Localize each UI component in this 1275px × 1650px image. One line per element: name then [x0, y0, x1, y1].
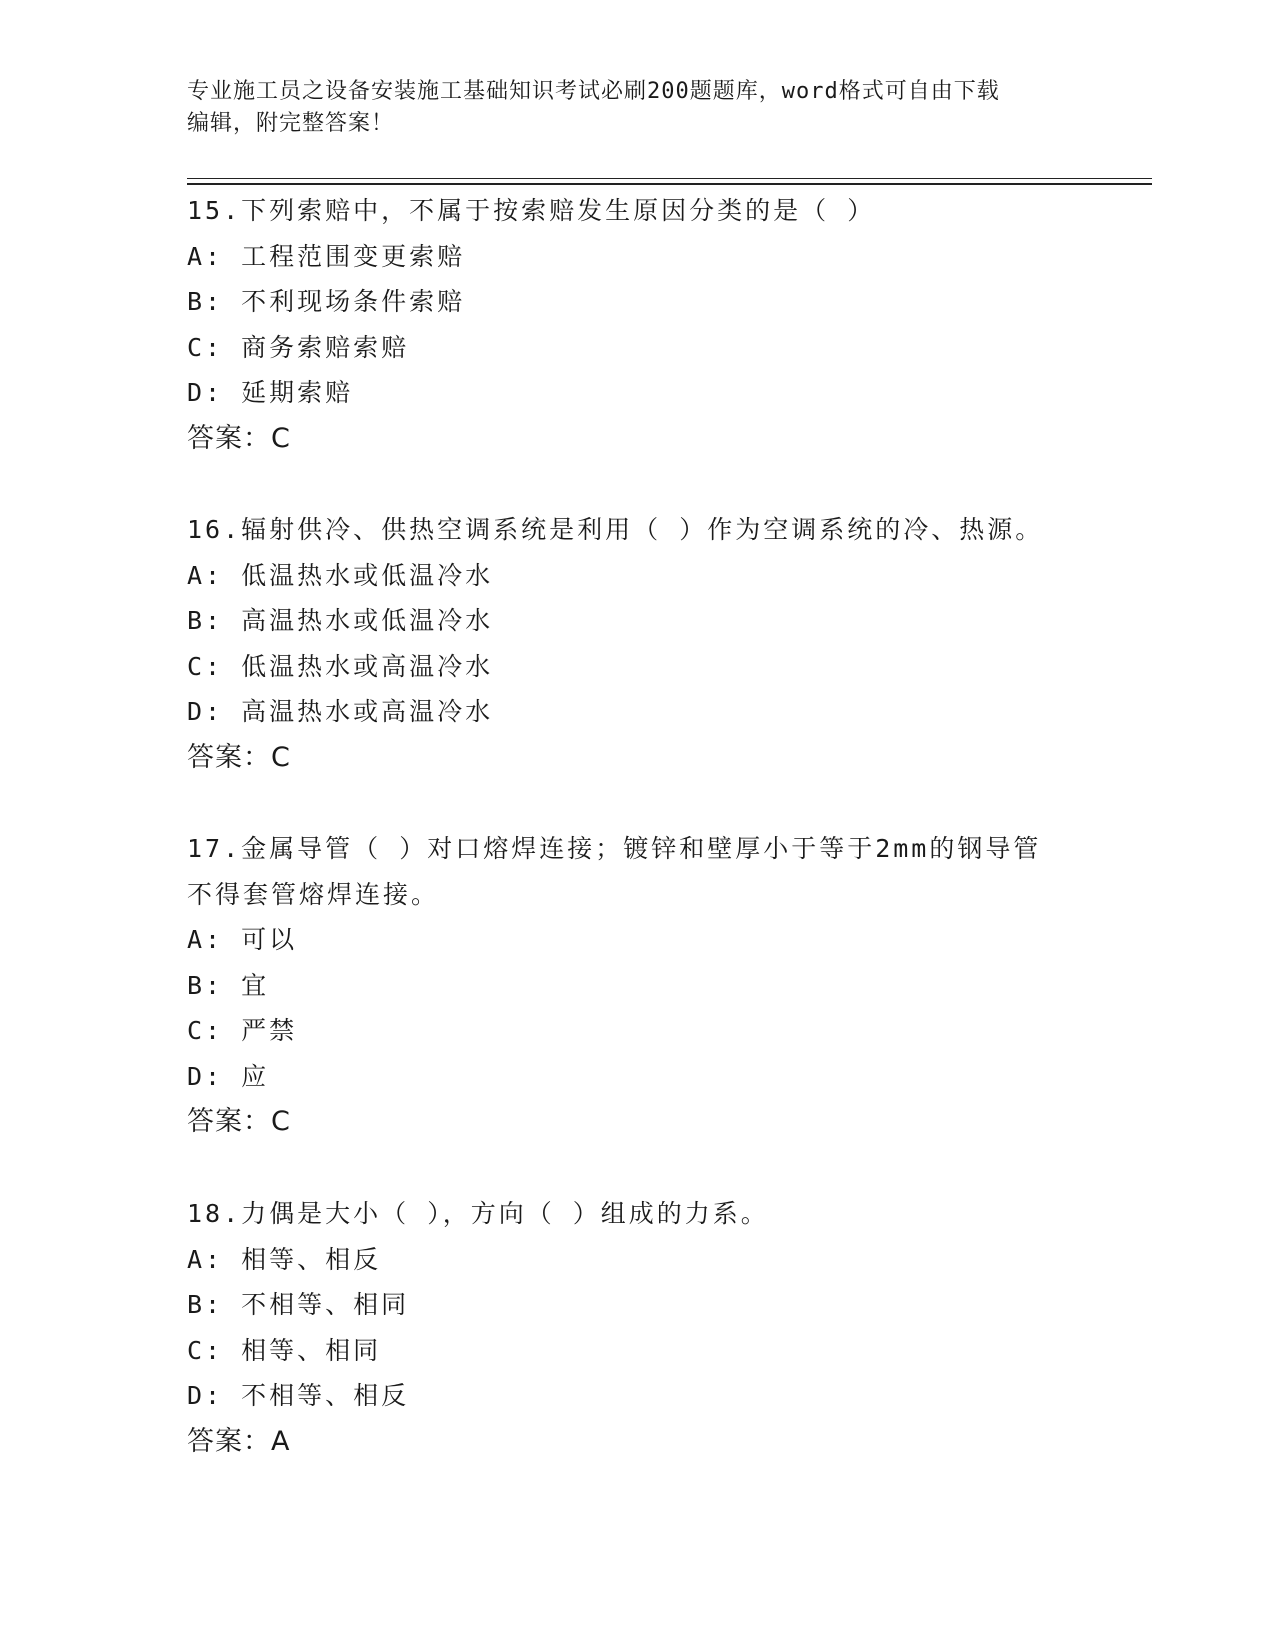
option-a: A: 低温热水或低温冷水 [187, 560, 494, 590]
header-divider-thin [187, 178, 1152, 179]
answer-label: 答案：C [187, 422, 291, 454]
answer-label: 答案：C [187, 1106, 291, 1137]
header-line-2: 编辑，附完整答案！ [187, 111, 395, 136]
option-c: C: 商务索赔索赔 [187, 332, 410, 362]
question-block [187, 826, 1067, 1145]
answer-label: 答案：C [187, 741, 291, 773]
question-block [187, 507, 1067, 780]
option-a: A: 可以 [187, 925, 298, 954]
question-block [187, 1191, 1067, 1464]
header-divider-thick [187, 183, 1152, 185]
option-a: A: 工程范围变更索赔 [187, 241, 466, 271]
option-c: C: 低温热水或高温冷水 [187, 651, 494, 681]
answer-label: 答案：A [187, 1425, 291, 1457]
document-header [187, 76, 1067, 140]
option-b: B: 宜 [187, 970, 270, 1000]
question-stem: 17.金属导管（ ）对口熔焊连接；镀锌和壁厚小于等于2mm的钢导管 [187, 834, 1042, 863]
question-stem: 15.下列索赔中，不属于按索赔发生原因分类的是（ ） [187, 196, 876, 225]
question-block [187, 188, 1067, 461]
option-d: D: 不相等、相反 [187, 1381, 410, 1410]
option-c: C: 相等、相同 [187, 1335, 382, 1365]
option-c: C: 严禁 [187, 1016, 298, 1045]
option-b: B: 不相等、相同 [187, 1290, 410, 1319]
option-d: D: 应 [187, 1061, 270, 1091]
header-line-1: 专业施工员之设备安装施工基础知识考试必刷200题题库，word格式可自由下载 [187, 79, 1000, 104]
option-d: D: 延期索赔 [187, 378, 354, 407]
option-a: A: 相等、相反 [187, 1244, 382, 1274]
question-stem-continued: 不得套管熔焊连接。 [187, 879, 440, 909]
question-stem: 16.辐射供冷、供热空调系统是利用（ ）作为空调系统的冷、热源。 [187, 515, 1044, 544]
option-b: B: 高温热水或低温冷水 [187, 606, 494, 635]
question-stem: 18.力偶是大小（ ），方向（ ）组成的力系。 [187, 1199, 769, 1228]
option-d: D: 高温热水或高温冷水 [187, 697, 494, 726]
option-b: B: 不利现场条件索赔 [187, 287, 466, 316]
